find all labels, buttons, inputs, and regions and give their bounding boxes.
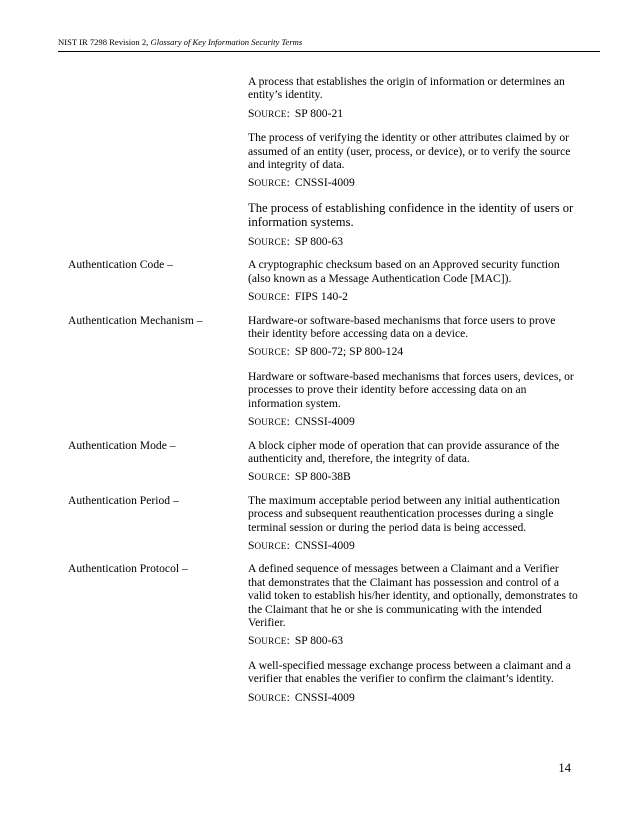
definition-block (248, 314, 578, 360)
source-line: SOURCE: SP 800-72; SP 800-124 (248, 345, 404, 359)
source-line: SOURCE: SP 800-38B (248, 470, 351, 484)
glossary-entry (68, 562, 578, 705)
glossary-term: Authentication Mode – (68, 438, 176, 452)
source-line: SOURCE: CNSSI-4009 (248, 690, 355, 704)
source-ref: SP 800-21 (294, 106, 344, 120)
source-line: SOURCE: SP 800-63 (248, 235, 344, 249)
definition-block (248, 131, 578, 191)
source-ref: CNSSI-4009 (294, 690, 355, 704)
header-doc-id: NIST IR 7298 Revision 2, (58, 37, 149, 47)
definition-list (248, 494, 578, 554)
definition-text: A well-specified message exchange process between a claimant and a verifier that enables the verifier to confirm the claimant’s identity. (248, 658, 571, 686)
source-ref: CNSSI-4009 (294, 176, 355, 190)
definition-text: Hardware or software-based mechanisms that forces users, devices, or processes to prove their identity before accessing data on an information system. (248, 369, 574, 410)
source-line: SOURCE: FIPS 140-2 (248, 290, 348, 304)
definition-text: The process of verifying the identity or other attributes claimed by or assumed of an entity (user, process, or device), or to verify the source and integrity of data. (248, 131, 571, 172)
source-ref: CNSSI-4009 (294, 538, 355, 552)
definition-text: The maximum acceptable period between any initial authentication process and subsequent reauthentication processes during a single terminal session or during the period data is being accessed. (248, 493, 560, 534)
definition-block (248, 75, 578, 121)
source-line: SOURCE: CNSSI-4009 (248, 538, 355, 552)
definition-block (248, 258, 578, 304)
glossary-entry (68, 439, 578, 485)
definition-list (248, 75, 578, 249)
glossary-entry (68, 314, 578, 430)
glossary-term: Authentication Code – (68, 258, 173, 272)
page-number: 14 (558, 761, 571, 775)
definition-text: A defined sequence of messages between a Claimant and a Verifier that demonstrates that the Claimant has possession and control of a valid token to establish his/her identity, and optionally, demonstrates to the Claimant that he or she is communicating with the intended Verifier. (248, 562, 578, 629)
definition-text: A process that establishes the origin of information or determines an entity’s identity. (248, 75, 565, 102)
definition-list (248, 314, 578, 430)
definition-list (248, 258, 578, 304)
definition-block (248, 370, 578, 430)
glossary-entry (68, 494, 578, 554)
definition-list (248, 562, 578, 705)
glossary-entry (68, 75, 578, 249)
definition-text: A block cipher mode of operation that can provide assurance of the authenticity and, therefore, the integrity of data. (248, 438, 560, 465)
definition-block (248, 494, 578, 554)
definition-block (248, 201, 578, 250)
header-doc-title: Glossary of Key Information Security Terms (150, 37, 303, 47)
source-ref: FIPS 140-2 (294, 290, 348, 304)
glossary-term: Authentication Period – (68, 493, 179, 507)
definition-block (248, 562, 578, 648)
source-ref: CNSSI-4009 (294, 415, 355, 429)
glossary-term: Authentication Protocol – (68, 562, 188, 576)
glossary-entry (68, 258, 578, 304)
source-ref: SP 800-38B (294, 470, 351, 484)
source-line: SOURCE: CNSSI-4009 (248, 176, 355, 190)
definition-block (248, 659, 578, 705)
running-header (58, 37, 600, 52)
definition-text: The process of establishing confidence in the identity of users or information systems. (248, 200, 574, 230)
definition-text: Hardware-or software-based mechanisms that force users to prove their identity before accessing data on a device. (248, 313, 556, 341)
source-line: SOURCE: SP 800-63 (248, 634, 344, 648)
glossary-term: Authentication Mechanism – (68, 313, 203, 327)
definition-block (248, 439, 578, 485)
source-ref: SP 800-63 (294, 634, 344, 648)
source-ref: SP 800-72; SP 800-124 (294, 345, 404, 359)
source-line: SOURCE: CNSSI-4009 (248, 415, 355, 429)
source-ref: SP 800-63 (294, 235, 344, 249)
definition-text: A cryptographic checksum based on an Approved security function (also known as a Message Authentication Code [MAC]). (248, 258, 560, 285)
source-line: SOURCE: SP 800-21 (248, 106, 344, 120)
glossary-entries (68, 75, 578, 714)
definition-list (248, 439, 578, 485)
